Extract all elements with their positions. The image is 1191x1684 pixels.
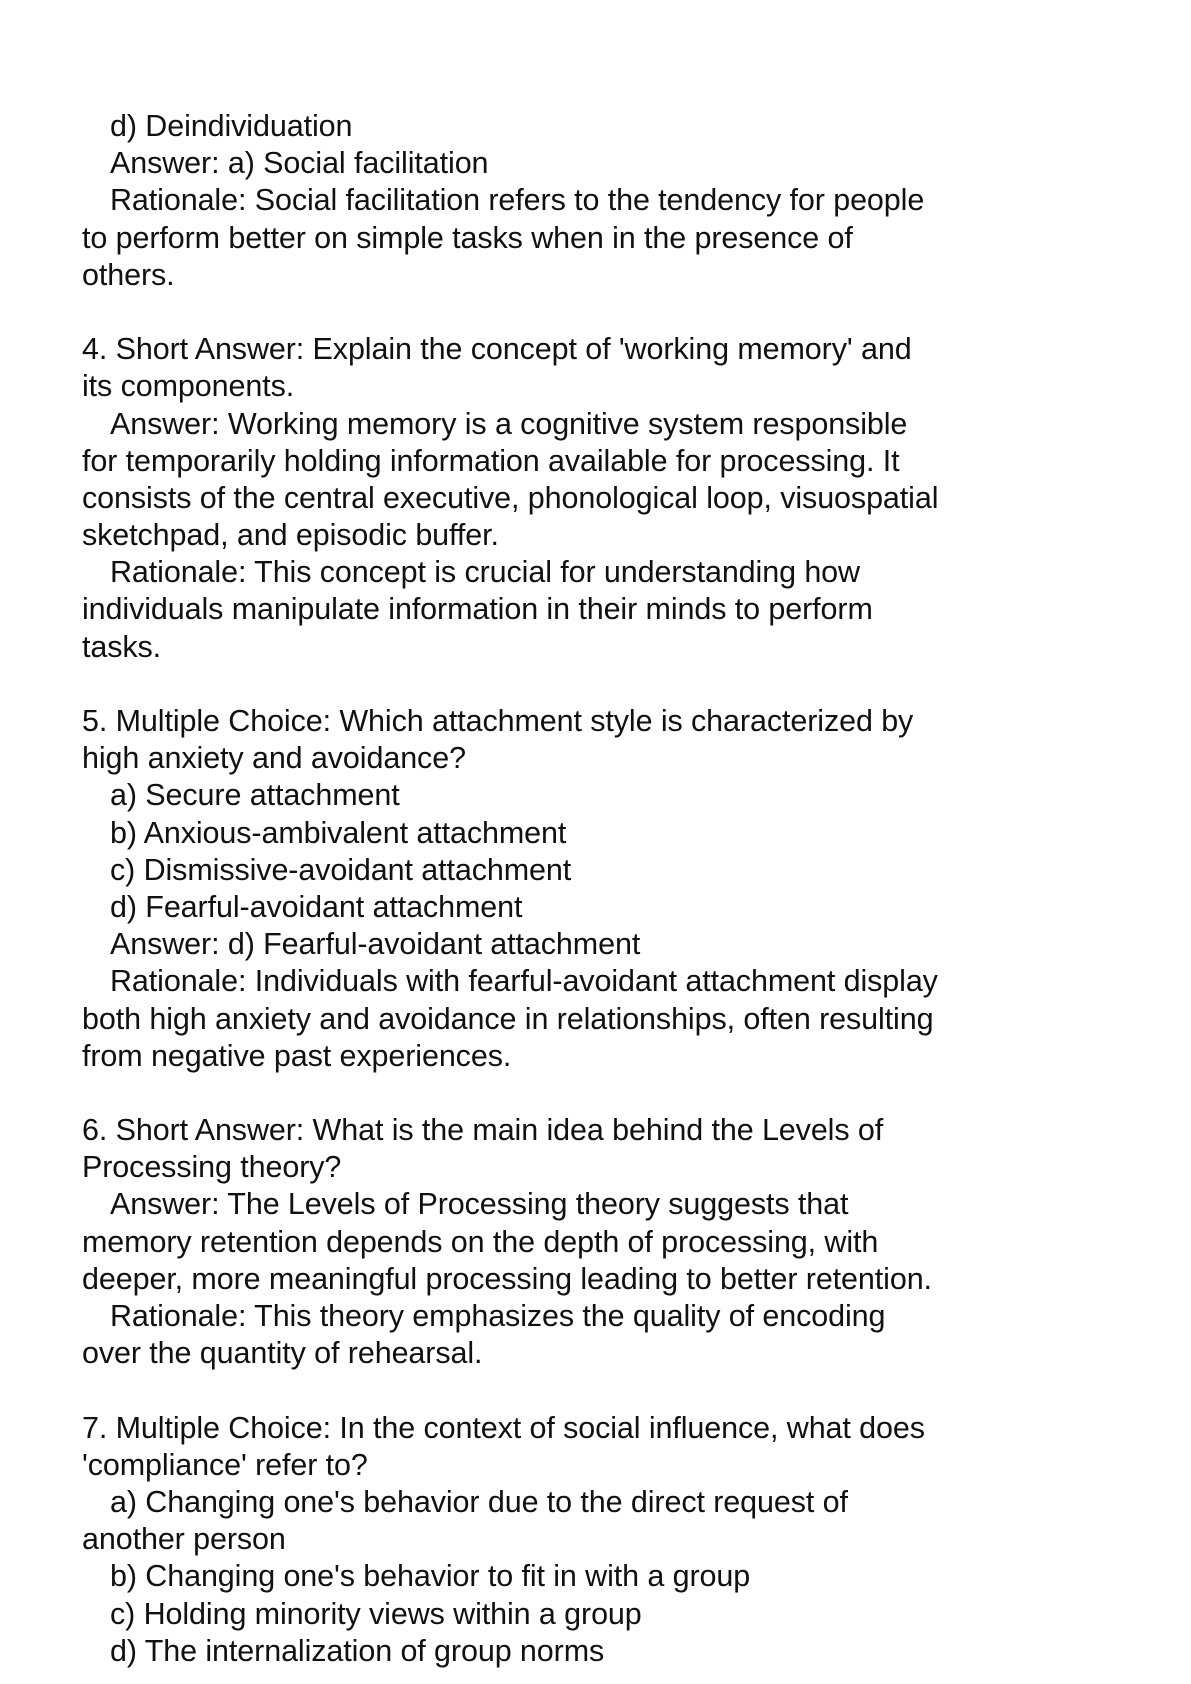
document-body [82, 108, 1102, 1670]
answer-line: for temporarily holding information available for processing. It [82, 443, 900, 478]
paragraph-gap [82, 294, 1102, 331]
question-6 [82, 1112, 1102, 1372]
rationale-line: Rationale: This theory emphasizes the quality of encoding [110, 1299, 886, 1333]
option-c: c) Dismissive-avoidant attachment [110, 852, 572, 887]
option-b: b) Anxious-ambivalent attachment [110, 815, 567, 850]
paragraph-gap [82, 1075, 1102, 1112]
option-d: d) Deindividuation [110, 109, 353, 143]
question-line: 4. Short Answer: Explain the concept of 'working memory' and [82, 332, 912, 367]
rationale-line: Rationale: Individuals with fearful-avoidant attachment display [110, 964, 938, 999]
rationale-line: Rationale: This concept is crucial for understanding how [110, 555, 860, 590]
answer-line: Answer: Working memory is a cognitive system responsible [110, 406, 908, 441]
rationale-line: from negative past experiences. [82, 1038, 512, 1073]
option-a: a) Changing one's behavior due to the direct request of [110, 1484, 848, 1519]
paragraph-gap [82, 666, 1102, 703]
question-line: 5. Multiple Choice: Which attachment style is characterized by [82, 704, 914, 738]
option-d: d) The internalization of group norms [110, 1633, 605, 1668]
option-a-continued: another person [82, 1522, 286, 1557]
question-4 [82, 331, 1102, 666]
rationale-line: both high anxiety and avoidance in relationships, often resulting [82, 1001, 934, 1036]
question-line: 'compliance' refer to? [82, 1447, 368, 1482]
answer-line: Answer: The Levels of Processing theory suggests that [110, 1187, 849, 1222]
question-3-tail [82, 108, 1102, 294]
rationale-line: to perform better on simple tasks when in the presence of [82, 220, 853, 255]
answer-line: consists of the central executive, phonological loop, visuospatial [82, 480, 939, 515]
rationale-line: tasks. [82, 629, 162, 664]
option-d: d) Fearful-avoidant attachment [110, 889, 523, 924]
question-7 [82, 1410, 1102, 1670]
rationale-line: others. [82, 257, 175, 292]
option-a: a) Secure attachment [110, 778, 400, 813]
question-line: Processing theory? [82, 1150, 342, 1185]
paragraph-gap [82, 1372, 1102, 1409]
answer-line: Answer: d) Fearful-avoidant attachment [110, 927, 641, 962]
question-5 [82, 703, 1102, 1075]
question-line: 7. Multiple Choice: In the context of social influence, what does [82, 1410, 925, 1445]
question-line: high anxiety and avoidance? [82, 741, 466, 776]
rationale-line: Rationale: Social facilitation refers to the tendency for people [110, 183, 925, 218]
answer-line: memory retention depends on the depth of processing, with [82, 1224, 879, 1259]
option-b: b) Changing one's behavior to fit in with a group [110, 1559, 751, 1594]
rationale-line: over the quantity of rehearsal. [82, 1336, 483, 1371]
question-line: 6. Short Answer: What is the main idea behind the Levels of [82, 1113, 884, 1148]
rationale-line: individuals manipulate information in their minds to perform [82, 592, 873, 627]
answer-line: Answer: a) Social facilitation [110, 146, 489, 181]
option-c: c) Holding minority views within a group [110, 1596, 642, 1631]
answer-line: deeper, more meaningful processing leading to better retention. [82, 1261, 932, 1296]
answer-line: sketchpad, and episodic buffer. [82, 518, 499, 553]
question-line: its components. [82, 369, 295, 404]
